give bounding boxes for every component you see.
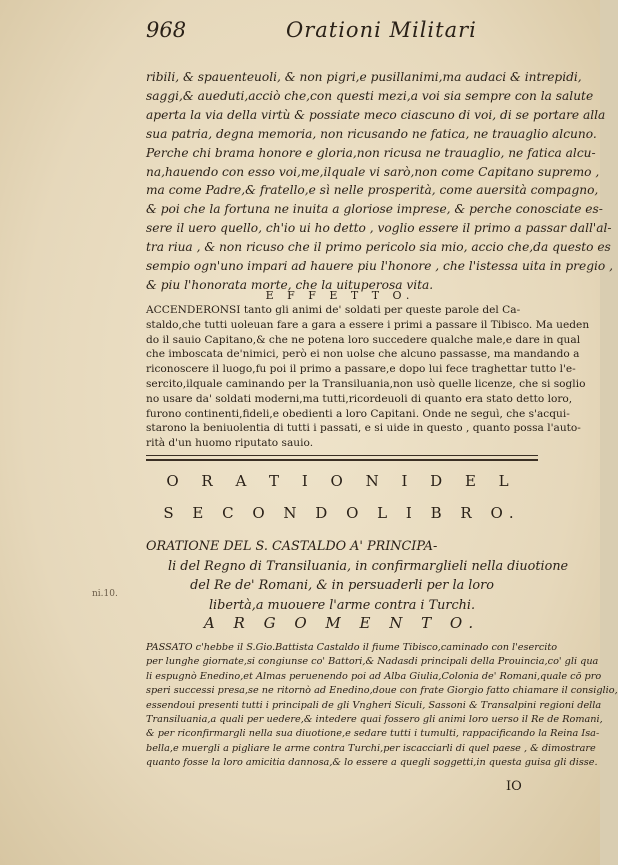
text-line: Transiluania,a quali per uedere,& intedere quai fossero gli animi loro uerso il Re de Romani, [146,714,603,726]
page-header [146,18,536,48]
section-title: O R A T I O N I D E L [166,472,518,490]
heading-line: li del Regno di Transiluania, in confirmarglieli nella diuotione [168,558,569,574]
text-line: che imboscata de'nimici, però ei non uolse che alcuno passasse, ma mandando a [146,348,580,361]
text-line: sercito,ilquale caminando per la Transiluania,non usò quelle licenze, che si soglio [146,377,586,390]
oration-heading [146,537,569,615]
text-line: aperta la via della virtù & possiate meco ciascuno di voi, di se portare alla [146,107,606,122]
section-subtitle: S E C O N D O L I B R O. [163,504,521,522]
text-line: & poi che la fortuna ne inuita a gloriose imprese, & perche conosciate es- [146,202,603,217]
text-line: riconoscere il luogo,fu poi il primo a passare,e dopo lui fece traghettar tutto l'e- [146,363,576,376]
text-line: na,hauendo con esso voi,me,ilquale vi sarò,non come Capitano supremo , [146,164,600,179]
text-line: rità d'un huomo riputato sauio. [146,437,314,450]
text-line: staldo,che tutti uoleuan fare a gara a essere i primi a passare il Tibisco. Ma ueden [146,318,590,331]
text-line: no usare da' soldati moderni,ma tutti,ricordeuoli di quanto era stato detto loro, [146,392,573,405]
text-line: li espugnò Enedino,et Almas peruenendo poi ad Alba Giulia,Colonia de' Romani,quale cō pro [146,670,602,682]
section-rule [146,459,538,461]
text-line: saggi,& aueduti,acciò che,con questi mezi,a voi sia sempre con la salute [146,88,594,103]
text-line: per lunghe giornate,si congiunse co' Battori,& Nadasdi principali della Prouincia,co' gli qua [146,656,599,668]
argomento-heading: A R G O M E N T O. [203,614,481,632]
heading-line: del Re de' Romani, & in persuaderli per la loro [190,578,494,593]
text-line: & piu l'honorata morte, che la uituperosa vita. [146,277,434,292]
text-line: tra riua , & non ricuso che il primo pericolo sia mio, accio che,da questo es [146,240,611,255]
text-line: do il sauio Capitano,& che ne potena loro succedere qualche male,e dare in qual [146,333,581,346]
text-line: sere il uero quello, ch'io ui ho detto , voglio essere il primo a passar dall'al- [146,221,612,236]
text-line: sempio ogn'uno impari ad hauere piu l'honore , che l'istessa uita in pregio , [146,259,613,274]
text-line: quanto fosse la loro amicitia dannosa,& lo essere a quegli soggetti,in questa guisa gli disse. [146,757,598,769]
text-line: ribili, & spauenteuoli, & non pigri,e pusillanimi,ma audaci & intrepidi, [146,70,582,84]
text-line: sua patria, degna memoria, non ricusando ne fatica, ne trauaglio alcuno. [146,126,597,141]
text-line: PASSATO c'hebbe il S.Gio.Battista Castaldo il fiume Tibisco,caminado con l'esercito [146,642,558,653]
effetto-heading: E F F E T T O. [265,289,415,302]
text-line: Perche chi brama honore e gloria,non ricusa ne trauaglio, ne fatica alcu- [146,145,596,160]
text-line: bella,e muergli a pigliare le arme contra Turchi,per iscacciarli di quel paese , & dimostrare [146,742,596,754]
effetto-text [146,303,590,451]
heading-line: ORATIONE DEL S. CASTALDO A' PRINCIPA- [146,539,438,554]
text-line: essendoui presenti tutti i principali de gli Vngheri Siculi, Sassoni & Transalpini regioni della [146,699,602,711]
section-rule [146,455,538,456]
catchword: IO [506,779,522,794]
margin-note: ni.10. [92,589,118,599]
argomento-text [146,641,618,771]
text-line: starono la beniuolentia di tutti i passati, e si uide in questo , quanto possa l'auto- [146,422,581,435]
text-line: ma come Padre,& fratello,e sì nelle prosperità, come auersità compagno, [146,183,599,198]
text-line: & per riconfirmargli nella sua diuotione,e sedare tutti i tumulti, rappacificando la Reina Isa- [146,728,600,740]
oration-text [146,68,613,295]
running-title: Orationi Militari [286,18,477,42]
text-line: furono continenti,fideli,e obedienti a loro Capitani. Onde ne seguì, che s'acqui- [146,407,570,420]
heading-line: libertà,a muouere l'arme contra i Turchi. [208,597,476,613]
text-line: ACCENDERONSI tanto gli animi de' soldati per queste parole del Ca- [146,304,521,316]
page-number: 968 [146,18,187,42]
text-line: speri successi presa,se ne ritornò ad Enedino,doue con frate Giorgio fatto chiamare il consiglio, [146,685,618,697]
